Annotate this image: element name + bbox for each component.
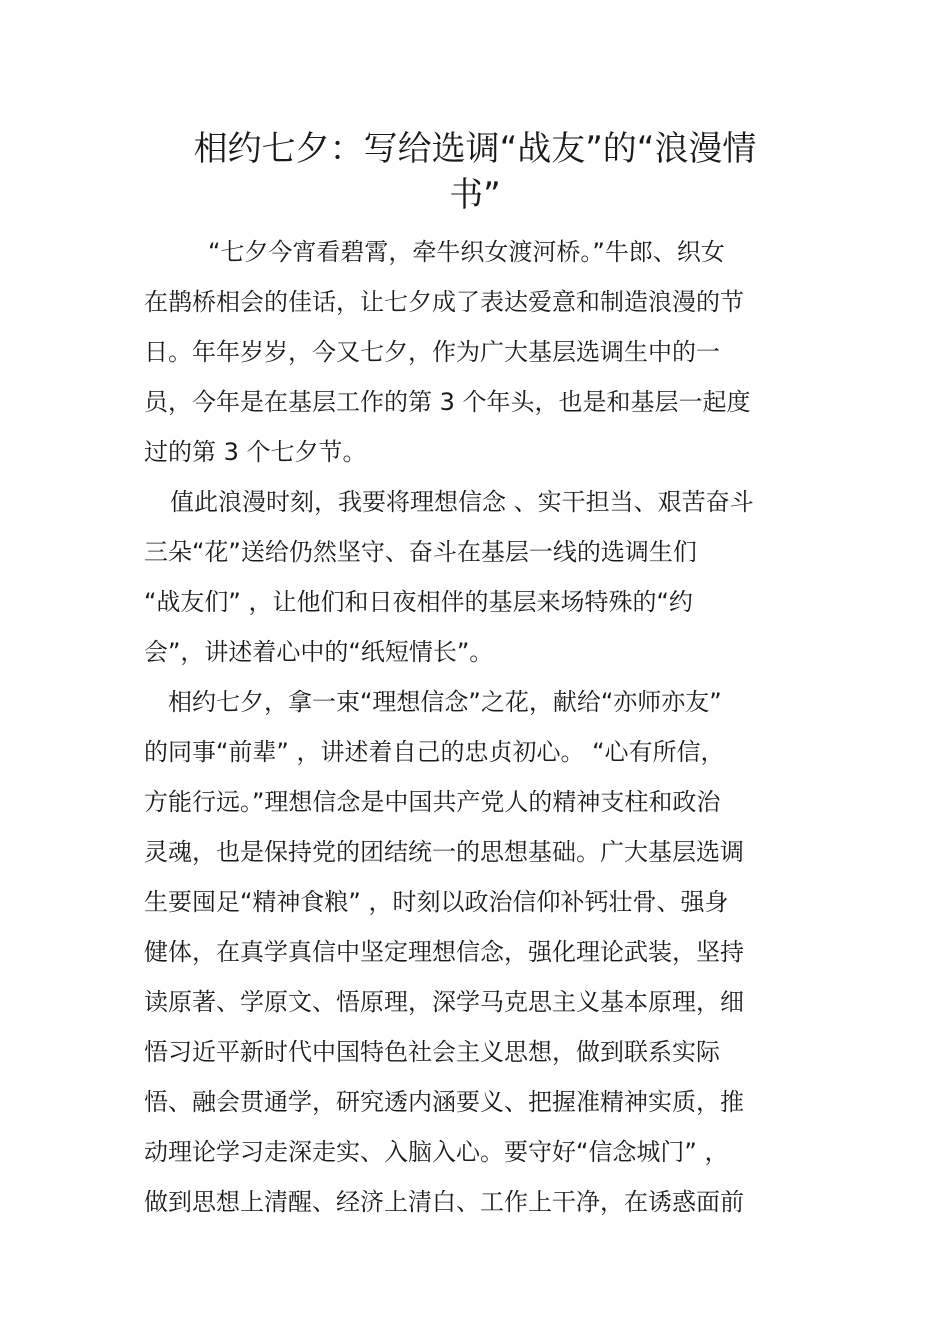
paragraph-line: 方能行远。”理想信念是中国共产党人的精神支柱和政治 — [144, 788, 721, 816]
document-title — [140, 126, 810, 218]
paragraph-line: 员，今年是在基层工作的第 3 个年头，也是和基层一起度 — [144, 388, 751, 416]
paragraph-line: 健体，在真学真信中坚定理想信念，强化理论武装，坚持 — [144, 938, 744, 966]
paragraph-line: 灵魂，也是保持党的团结统一的思想基础。广大基层选调 — [144, 838, 744, 866]
paragraph-line: 悟习近平新时代中国特色社会主义思想，做到联系实际 — [144, 1038, 720, 1066]
paragraph-line: “战友们” ，让他们和日夜相伴的基层来场特殊的“约 — [144, 588, 693, 616]
paragraph-line: 做到思想上清醒、经济上清白、工作上干净，在诱惑面前 — [144, 1188, 744, 1216]
paragraph-line: 的同事“前辈” ，讲述着自己的忠贞初心。 “心有所信， — [144, 738, 725, 766]
paragraph-line: 读原著、学原文、悟原理，深学马克思主义基本原理，细 — [144, 988, 744, 1016]
paragraph-line: 三朵“花”送给仍然坚守、奋斗在基层一线的选调生们 — [144, 538, 697, 566]
title-line-1: 相约七夕：写给选调“战友”的“浪漫情 — [193, 129, 757, 169]
paragraph-line: 动理论学习走深走实、入脑入心。要守好“信念城门” ， — [144, 1138, 729, 1166]
paragraph-line: 会”，讲述着心中的“纸短情长”。 — [144, 638, 494, 666]
paragraph-line: 悟、融会贯通学，研究透内涵要义、把握准精神实质，推 — [144, 1088, 744, 1116]
paragraph-line: 日。年年岁岁，今又七夕，作为广大基层选调生中的一 — [144, 338, 720, 366]
paragraph-line: “七夕今宵看碧霄，牵牛织女渡河桥。”牛郎、织女 — [208, 238, 725, 266]
title-line-2: 书” — [449, 175, 501, 215]
paragraph-line: 相约七夕，拿一束“理想信念”之花，献给“亦师亦友” — [168, 688, 722, 716]
paragraph-line: 生要囤足“精神食粮” ，时刻以政治信仰补钙壮骨、强身 — [144, 888, 729, 916]
paragraph-line: 过的第 3 个七夕节。 — [144, 438, 367, 466]
paragraph-line: 值此浪漫时刻，我要将理想信念 、实干担当、艰苦奋斗 — [170, 488, 754, 516]
paragraph-line: 在鹊桥相会的佳话，让七夕成了表达爱意和制造浪漫的节 — [144, 288, 744, 316]
